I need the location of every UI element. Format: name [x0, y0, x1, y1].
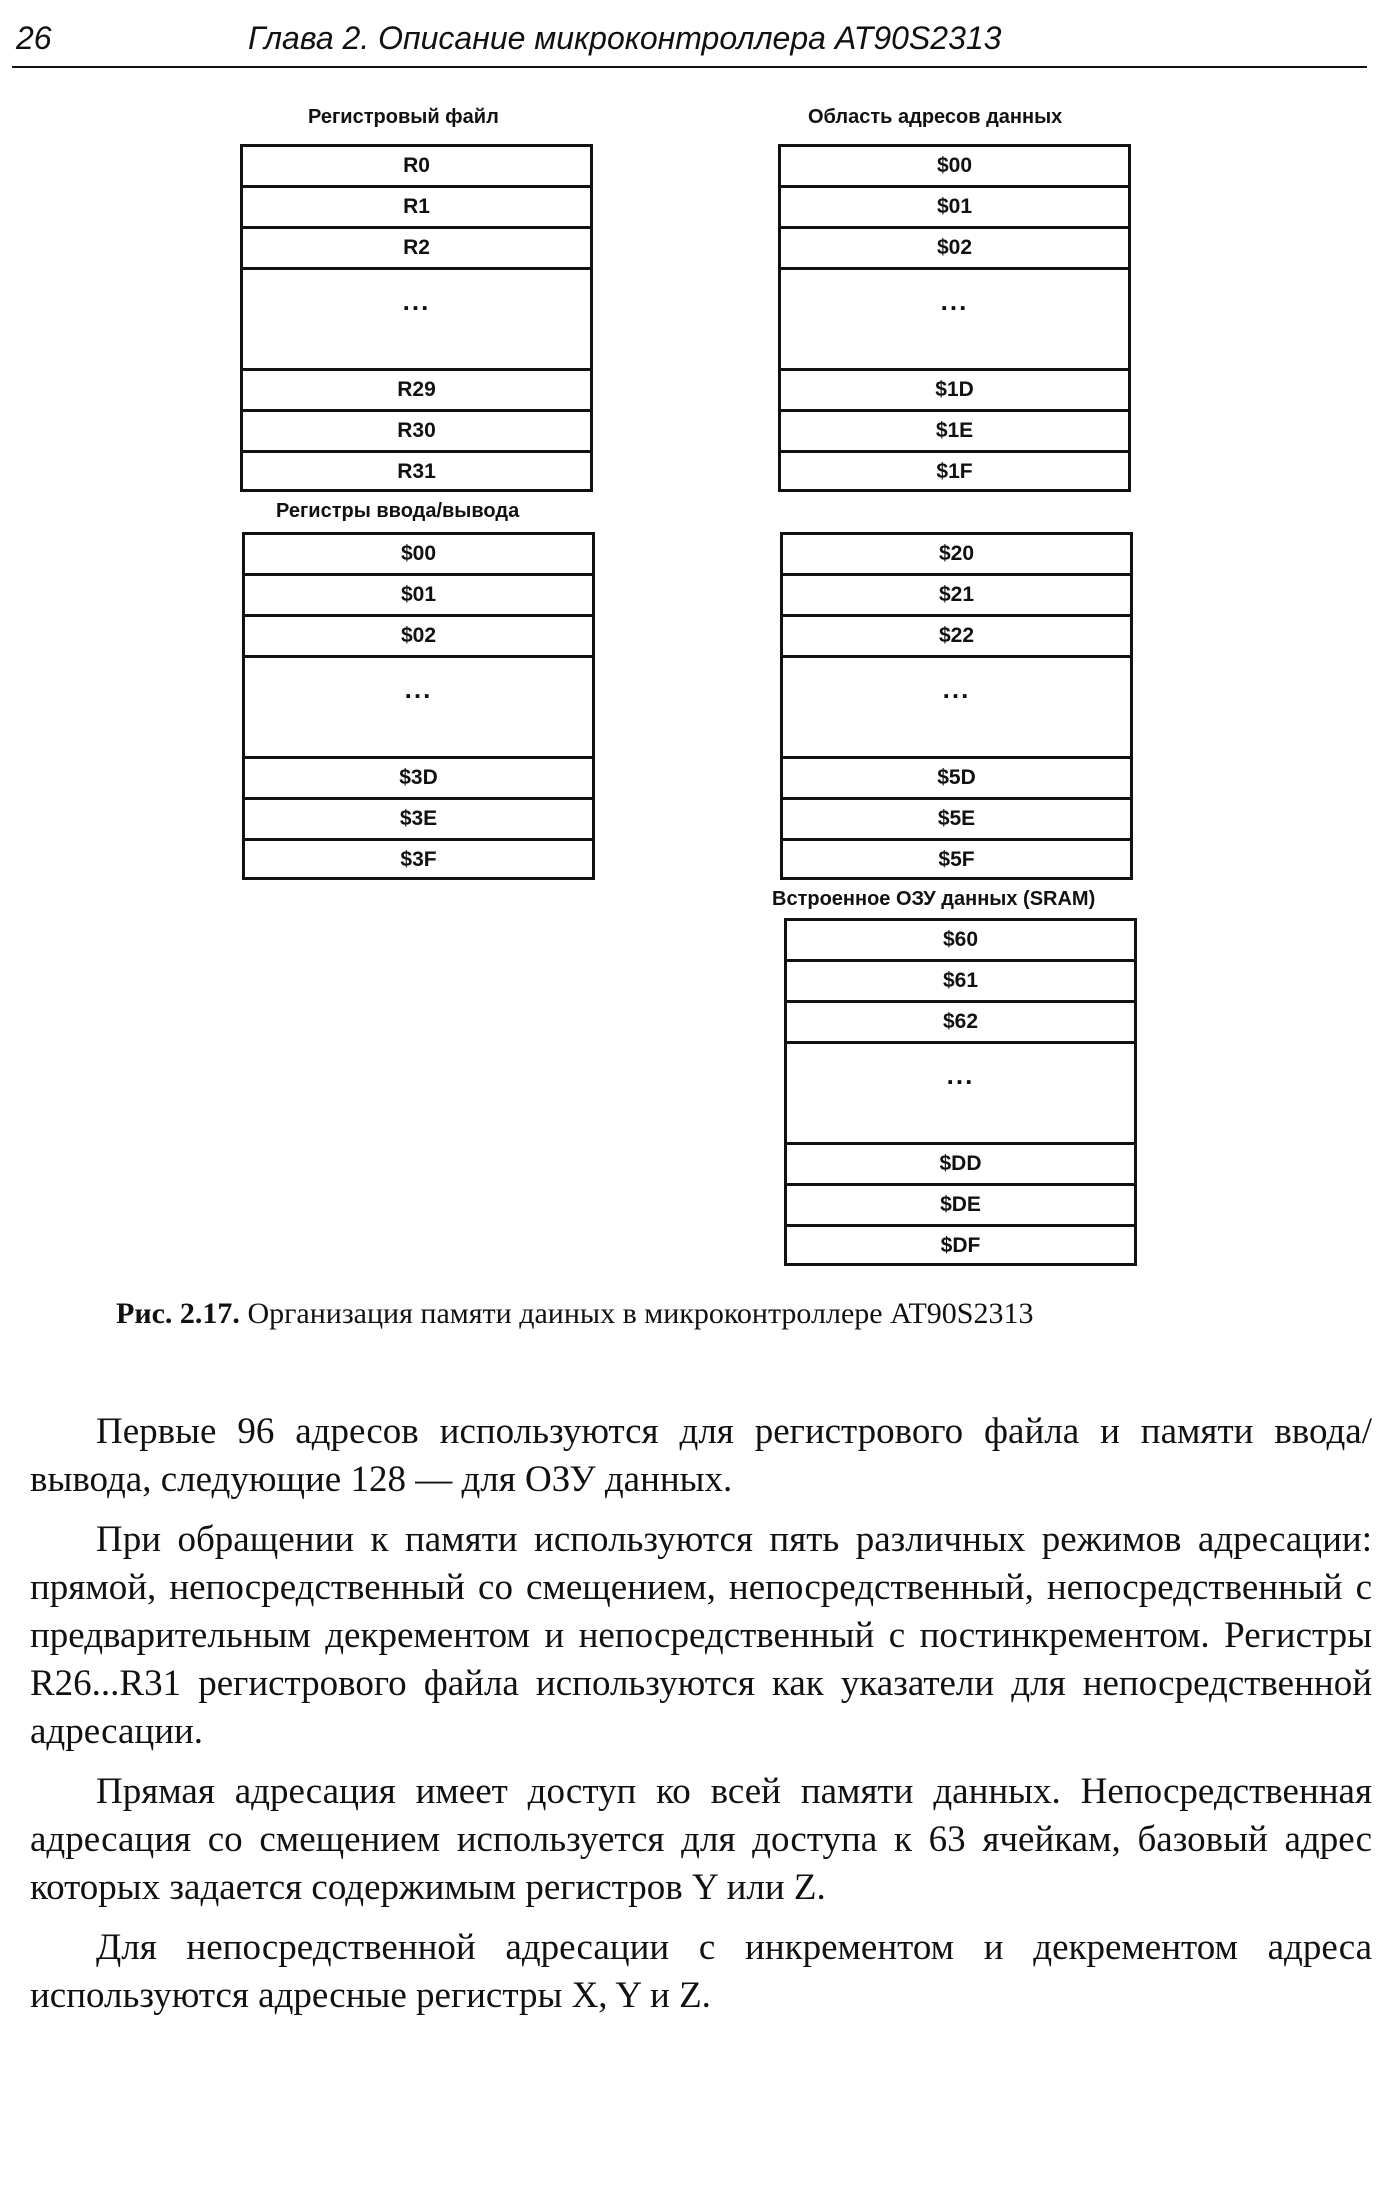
paragraph: Первые 96 адресов используются для регистрового файла и памяти ввода/вывода, следующие 128 — для ОЗУ данных.: [30, 1411, 1372, 1500]
figure-caption-label: Рис. 2.17.: [116, 1297, 240, 1330]
register-file-column: [240, 144, 593, 492]
data-address-block-2: [780, 532, 1133, 880]
memory-cell: $DD: [787, 1145, 1134, 1186]
memory-cell: $3E: [245, 800, 592, 841]
io-registers-column: [242, 532, 595, 880]
memory-cell: $3F: [400, 848, 437, 871]
memory-cell: R0: [243, 147, 590, 188]
memory-cell: $DE: [787, 1186, 1134, 1227]
ellipsis-cell: ...: [787, 1044, 1134, 1145]
page-number: 26: [16, 20, 52, 56]
memory-cell: $3D: [245, 759, 592, 800]
ellipsis-cell: ...: [243, 270, 590, 371]
memory-cell: $1D: [781, 371, 1128, 412]
data-address-block-1: [778, 144, 1131, 492]
memory-cell: $20: [783, 535, 1130, 576]
figure-caption: [116, 1297, 1033, 1331]
memory-cell: $21: [783, 576, 1130, 617]
memory-cell: $1E: [781, 412, 1128, 453]
memory-cell: R31: [397, 460, 436, 483]
chapter-title: Глава 2. Описание микроконтроллера AT90S2313: [248, 20, 1002, 56]
sram-title: Встроенное ОЗУ данных (SRAM): [772, 888, 1096, 910]
io-registers-title: Регистры ввода/вывода: [276, 500, 520, 522]
memory-cell: $1F: [936, 460, 973, 483]
figure-caption-text: Организация памяти даиных в микроконтроллере AT90S2313: [247, 1297, 1034, 1330]
paragraph: Для непосредственной адресации с инкрементом и декрементом адреса используются адресные регистры X, Y и Z.: [30, 1927, 1372, 2016]
memory-cell: $00: [781, 147, 1128, 188]
ellipsis-cell: ...: [245, 658, 592, 759]
ellipsis-cell: ...: [781, 270, 1128, 371]
memory-cell: $60: [787, 921, 1134, 962]
memory-cell: $01: [245, 576, 592, 617]
memory-cell: R2: [243, 229, 590, 270]
memory-cell: R1: [243, 188, 590, 229]
body-text: [30, 1408, 1372, 2032]
memory-cell: $5D: [783, 759, 1130, 800]
data-address-space-title: Область адресов данных: [808, 106, 1063, 128]
memory-cell: $62: [787, 1003, 1134, 1044]
memory-cell: R30: [243, 412, 590, 453]
register-file-title: Регистровый файл: [308, 106, 499, 128]
memory-cell: $02: [245, 617, 592, 658]
paragraph: Прямая адресация имеет доступ ко всей памяти данных. Непосредственная адресация со смещением используется для доступа к 63 ячейкам, базовый адрес которых задается содержимым регистров Y или Z.: [30, 1771, 1372, 1908]
memory-cell: $01: [781, 188, 1128, 229]
memory-cell: $61: [787, 962, 1134, 1003]
paragraph: При обращении к памяти используются пять различных режимов адресации: прямой, непосредственный со смещением, непосредственный, непосредственный с предварительным декрементом и непосредственный с постинкрементом. Регистры R26...R31 регистрового файла используются как указатели для непосредственной адресации.: [30, 1519, 1372, 1752]
memory-cell: $02: [781, 229, 1128, 270]
memory-cell: $22: [783, 617, 1130, 658]
memory-cell: $5F: [938, 848, 975, 871]
ellipsis-cell: ...: [783, 658, 1130, 759]
sram-column: [784, 918, 1137, 1266]
memory-cell: R29: [243, 371, 590, 412]
memory-cell: $DF: [940, 1234, 981, 1257]
memory-cell: $00: [245, 535, 592, 576]
memory-cell: $5E: [783, 800, 1130, 841]
